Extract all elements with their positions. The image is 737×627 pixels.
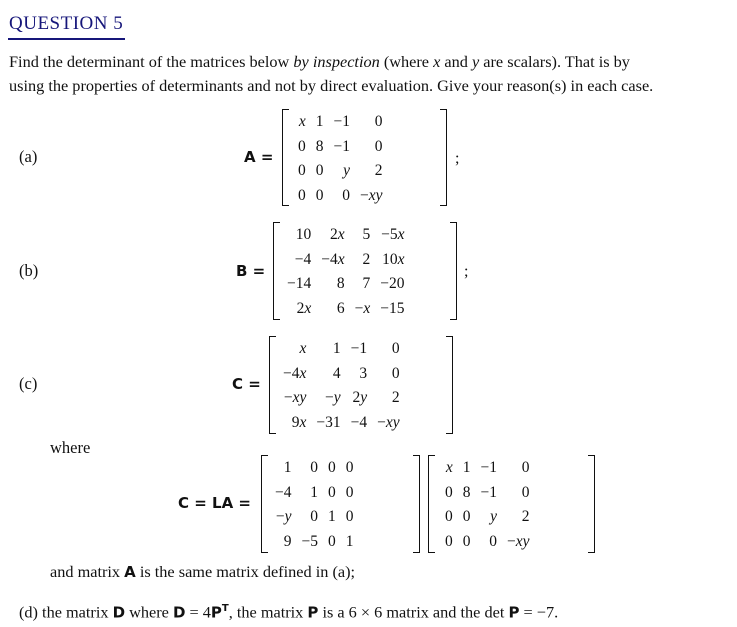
matrix-entry: 0 <box>342 186 350 204</box>
matrix-entry: 2 <box>374 162 383 180</box>
matrix-c-right-bracket <box>446 336 453 434</box>
matrix-entry: 1 <box>332 340 341 358</box>
matrix-entry: 7 <box>362 275 371 293</box>
matrix-entry: 2x <box>296 299 312 317</box>
matrix-entry: 2x <box>330 226 345 244</box>
matrix-a-note: and matrix A is the same matrix defined in (a); <box>50 562 356 581</box>
matrix-row <box>270 481 359 506</box>
matrix-entry: 2 <box>362 250 371 268</box>
matrix-entry: 5 <box>362 226 371 244</box>
matrix-entry: 8 <box>462 483 471 501</box>
matrix-row <box>278 362 405 387</box>
part-b-label: (b) <box>19 261 39 280</box>
matrix-a <box>293 110 388 208</box>
matrix-entry: 0 <box>328 532 336 550</box>
matrix-entry: 2 <box>391 389 400 407</box>
matrix-entry: −5 <box>301 532 318 550</box>
matrix-row <box>293 159 388 184</box>
matrix-entry: 0 <box>345 483 354 501</box>
matrix-entry: 0 <box>328 459 336 477</box>
matrix-entry: 0 <box>298 162 306 180</box>
matrix-entry: −y <box>325 389 341 407</box>
matrix-entry: y <box>490 508 497 526</box>
matrix-l-right-bracket <box>413 455 420 553</box>
matrix-entry: 0 <box>462 508 471 526</box>
matrix-entry: 4 <box>332 364 341 382</box>
matrix-entry: 1 <box>462 459 471 477</box>
matrix-entry: 8 <box>315 137 324 155</box>
matrix-entry: −4 <box>294 250 312 268</box>
matrix-entry: −20 <box>380 275 405 293</box>
matrix-entry: 0 <box>310 508 318 526</box>
title-underline <box>8 38 125 40</box>
part-d-text: (d) the matrix D where $D = 4P^T$, the matrix P is a 6 × 6 matrix and the det P = −7. <box>19 602 559 622</box>
matrix-entry: 0 <box>328 483 336 501</box>
matrix-row <box>282 223 410 248</box>
matrix-a2-left-bracket <box>428 455 435 553</box>
matrix-entry: x <box>445 459 453 477</box>
matrix-entry: 2y <box>352 389 368 407</box>
matrix-a-right-bracket <box>440 109 447 206</box>
matrix-entry: −15 <box>380 299 405 317</box>
matrix-row <box>282 272 410 297</box>
matrix-entry: 1 <box>283 459 292 477</box>
matrix-entry: 3 <box>359 364 368 382</box>
matrix-entry: 0 <box>315 186 324 204</box>
matrix-entry: 0 <box>521 483 530 501</box>
matrix-entry: 0 <box>298 186 306 204</box>
matrix-entry: −xy <box>360 186 383 204</box>
matrix-entry: 0 <box>310 459 318 477</box>
matrix-entry: 1 <box>310 483 318 501</box>
matrix-b-name: B = <box>236 262 266 280</box>
matrix-row <box>440 481 535 506</box>
matrix-entry: y <box>343 162 350 180</box>
matrix-entry: 9 <box>283 532 292 550</box>
matrix-entry: 2 <box>521 508 530 526</box>
matrix-entry: −4 <box>350 413 368 431</box>
matrix-entry: −xy <box>283 389 307 407</box>
matrix-entry: −4x <box>283 364 307 382</box>
matrix-entry: −1 <box>333 137 350 155</box>
matrix-b-semicolon: ; <box>464 263 469 280</box>
matrix-entry: 0 <box>374 137 383 155</box>
matrix-row <box>282 248 410 273</box>
matrix-entry: −4x <box>321 250 345 268</box>
matrix-row <box>282 297 410 322</box>
matrix-row <box>278 386 405 411</box>
matrix-entry: 0 <box>521 459 530 477</box>
matrix-entry: 10 <box>295 226 312 244</box>
part-c-label: (c) <box>19 374 38 393</box>
matrix-entry: 0 <box>298 137 306 155</box>
matrix-row <box>293 184 388 209</box>
matrix-entry: 1 <box>345 532 354 550</box>
matrix-entry: 1 <box>328 508 336 526</box>
matrix-entry: 10x <box>382 250 405 268</box>
matrix-entry: −5x <box>381 226 405 244</box>
matrix-entry: 0 <box>489 532 497 550</box>
matrix-entry: 0 <box>391 364 400 382</box>
matrix-entry: 6 <box>336 299 345 317</box>
matrix-entry: −1 <box>480 459 497 477</box>
matrix-a-semicolon: ; <box>455 150 460 167</box>
matrix-entry: −xy <box>507 532 530 550</box>
matrix-entry: 0 <box>345 508 354 526</box>
matrix-row <box>270 505 359 530</box>
matrix-entry: −4 <box>275 483 292 501</box>
matrix-entry: 0 <box>315 162 324 180</box>
matrix-row <box>293 110 388 135</box>
matrix-a-repeat <box>440 456 535 554</box>
matrix-entry: −14 <box>287 275 312 293</box>
matrix-l <box>270 456 359 554</box>
matrix-entry: 0 <box>391 340 400 358</box>
intro-line-1: Find the determinant of the matrices below by inspection (where x and y are scalars). That is by <box>9 52 630 71</box>
matrix-row <box>278 411 405 436</box>
matrix-entry: 0 <box>462 532 471 550</box>
product-c-la-name: C = LA = <box>178 494 251 512</box>
matrix-entry: −31 <box>316 413 341 431</box>
matrix-row <box>440 505 535 530</box>
matrix-entry: 0 <box>445 483 453 501</box>
matrix-b-right-bracket <box>450 222 457 320</box>
matrix-c-left-bracket <box>269 336 276 434</box>
matrix-entry: −1 <box>333 113 350 131</box>
where-text: where <box>50 438 91 457</box>
matrix-entry: 9x <box>291 413 307 431</box>
matrix-row <box>270 530 359 555</box>
matrix-entry: −1 <box>480 483 497 501</box>
matrix-entry: 1 <box>315 113 324 131</box>
matrix-a2-right-bracket <box>588 455 595 553</box>
matrix-row <box>440 456 535 481</box>
matrix-c <box>278 337 405 435</box>
matrix-entry: 8 <box>336 275 345 293</box>
matrix-entry: −y <box>275 508 292 526</box>
matrix-entry: x <box>298 113 306 131</box>
matrix-entry: 0 <box>374 113 383 131</box>
matrix-a-left-bracket <box>282 109 289 206</box>
matrix-c-name: C = <box>232 375 261 393</box>
matrix-entry: 0 <box>345 459 354 477</box>
matrix-row <box>440 530 535 555</box>
matrix-entry: 0 <box>445 532 453 550</box>
matrix-b <box>282 223 410 321</box>
matrix-entry: −1 <box>350 340 368 358</box>
matrix-b-left-bracket <box>273 222 280 320</box>
intro-line-2: using the properties of determinants and not by direct evaluation. Give your reason(s) in each case. <box>9 76 654 95</box>
part-a-label: (a) <box>19 147 38 166</box>
question-title: QUESTION 5 <box>9 13 124 34</box>
matrix-entry: −x <box>354 299 371 317</box>
matrix-entry: −xy <box>377 413 400 431</box>
matrix-row <box>270 456 359 481</box>
matrix-l-left-bracket <box>261 455 268 553</box>
matrix-entry: x <box>299 340 307 358</box>
matrix-a-name: A = <box>244 148 274 166</box>
matrix-entry: 0 <box>445 508 453 526</box>
matrix-row <box>278 337 405 362</box>
matrix-row <box>293 135 388 160</box>
